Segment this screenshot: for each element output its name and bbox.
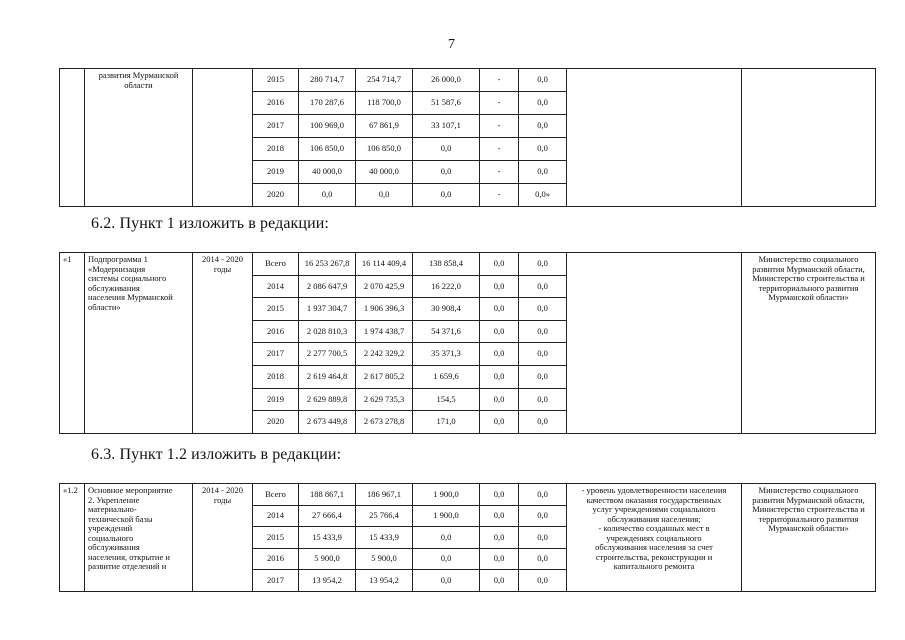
federal-budget-cell: 30 908,4 <box>413 298 480 321</box>
federal-budget-cell: 0,0 <box>413 527 480 549</box>
federal-budget-cell: 0,0 <box>413 570 480 592</box>
other-sources-cell: 0,0 <box>519 92 567 115</box>
total-cell: 2 086 647,9 <box>299 275 356 298</box>
other-sources-cell: 0,0 <box>519 320 567 343</box>
item-number-cell <box>60 69 85 207</box>
table-row <box>60 253 876 276</box>
budget-table-continuation <box>59 68 876 207</box>
total-cell: 2 629 889,8 <box>299 388 356 411</box>
total-cell: 16 253 267,8 <box>299 253 356 276</box>
year-cell: 2015 <box>253 527 299 549</box>
federal-budget-cell: 35 371,3 <box>413 343 480 366</box>
local-budget-cell: 0,0 <box>480 275 519 298</box>
regional-budget-cell: 15 433,9 <box>356 527 413 549</box>
local-budget-cell: 0,0 <box>480 365 519 388</box>
local-budget-cell: 0,0 <box>480 570 519 592</box>
federal-budget-cell: 33 107,1 <box>413 115 480 138</box>
regional-budget-cell: 2 070 425,9 <box>356 275 413 298</box>
other-sources-cell: 0,0 <box>519 275 567 298</box>
local-budget-cell: 0,0 <box>480 505 519 527</box>
other-sources-cell: 0,0 <box>519 69 567 92</box>
local-budget-cell: 0,0 <box>480 320 519 343</box>
regional-budget-cell: 16 114 409,4 <box>356 253 413 276</box>
local-budget-cell: - <box>480 184 519 207</box>
executor-cell: Министерство социального развития Мурманской области, Министерство строительства и территориального развития Мурманской области» <box>742 253 876 434</box>
total-cell: 2 028 810,3 <box>299 320 356 343</box>
regional-budget-cell: 1 974 438,7 <box>356 320 413 343</box>
item-name-cell: Подпрограмма 1 «Модернизация системы социального обслуживания населения Мурманской области» <box>85 253 193 434</box>
measure-1-2-table <box>59 483 876 592</box>
year-cell: 2017 <box>253 343 299 366</box>
total-cell: 1 937 304,7 <box>299 298 356 321</box>
table-row <box>60 69 876 92</box>
local-budget-cell: 0,0 <box>480 548 519 570</box>
total-cell: 280 714,7 <box>299 69 356 92</box>
federal-budget-cell: 0,0 <box>413 138 480 161</box>
year-cell: Всего <box>253 484 299 506</box>
year-cell: Всего <box>253 253 299 276</box>
total-cell: 5 900,0 <box>299 548 356 570</box>
indicators-cell: - уровень удовлетворенности населения качеством оказания государственных услуг учреждениями социального обслуживания населения; - количество созданных мест в учреждениях социального обслуживания населения за счет строительства, реконструкции и капитального ремонта <box>567 484 742 592</box>
regional-budget-cell: 1 906 396,3 <box>356 298 413 321</box>
item-name-cell: развития Мурманской области <box>85 69 193 207</box>
year-cell: 2019 <box>253 161 299 184</box>
year-cell: 2017 <box>253 570 299 592</box>
regional-budget-cell: 13 954,2 <box>356 570 413 592</box>
local-budget-cell: - <box>480 161 519 184</box>
federal-budget-cell: 1 900,0 <box>413 484 480 506</box>
period-cell <box>193 69 253 207</box>
other-sources-cell: 0,0 <box>519 365 567 388</box>
federal-budget-cell: 51 587,6 <box>413 92 480 115</box>
year-cell: 2015 <box>253 298 299 321</box>
table-row <box>60 484 876 506</box>
year-cell: 2016 <box>253 320 299 343</box>
federal-budget-cell: 0,0 <box>413 184 480 207</box>
other-sources-cell: 0,0 <box>519 343 567 366</box>
local-budget-cell: - <box>480 138 519 161</box>
year-cell: 2015 <box>253 69 299 92</box>
regional-budget-cell: 0,0 <box>356 184 413 207</box>
regional-budget-cell: 67 861,9 <box>356 115 413 138</box>
local-budget-cell: 0,0 <box>480 388 519 411</box>
other-sources-cell: 0,0 <box>519 505 567 527</box>
other-sources-cell: 0,0 <box>519 115 567 138</box>
page-number: 7 <box>448 37 455 52</box>
federal-budget-cell: 0,0 <box>413 161 480 184</box>
other-sources-cell: 0,0 <box>519 138 567 161</box>
total-cell: 15 433,9 <box>299 527 356 549</box>
total-cell: 40 000,0 <box>299 161 356 184</box>
period-cell: 2014 - 2020 годы <box>193 484 253 592</box>
other-sources-cell: 0,0 <box>519 484 567 506</box>
federal-budget-cell: 1 900,0 <box>413 505 480 527</box>
local-budget-cell: 0,0 <box>480 253 519 276</box>
other-sources-cell: 0,0 <box>519 161 567 184</box>
total-cell: 2 619 464,8 <box>299 365 356 388</box>
federal-budget-cell: 54 371,6 <box>413 320 480 343</box>
local-budget-cell: - <box>480 115 519 138</box>
year-cell: 2017 <box>253 115 299 138</box>
regional-budget-cell: 254 714,7 <box>356 69 413 92</box>
regional-budget-cell: 186 967,1 <box>356 484 413 506</box>
year-cell: 2014 <box>253 505 299 527</box>
federal-budget-cell: 16 222,0 <box>413 275 480 298</box>
year-cell: 2019 <box>253 388 299 411</box>
executor-cell <box>742 69 876 207</box>
regional-budget-cell: 2 617 805,2 <box>356 365 413 388</box>
year-cell: 2014 <box>253 275 299 298</box>
item-number-cell: «1 <box>60 253 85 434</box>
total-cell: 170 287,6 <box>299 92 356 115</box>
regional-budget-cell: 2 629 735,3 <box>356 388 413 411</box>
local-budget-cell: 0,0 <box>480 343 519 366</box>
year-cell: 2020 <box>253 184 299 207</box>
other-sources-cell: 0,0 <box>519 411 567 434</box>
federal-budget-cell: 26 000,0 <box>413 69 480 92</box>
federal-budget-cell: 154,5 <box>413 388 480 411</box>
regional-budget-cell: 2 242 329,2 <box>356 343 413 366</box>
local-budget-cell: 0,0 <box>480 411 519 434</box>
regional-budget-cell: 118 700,0 <box>356 92 413 115</box>
year-cell: 2016 <box>253 548 299 570</box>
total-cell: 2 277 700,5 <box>299 343 356 366</box>
regional-budget-cell: 106 850,0 <box>356 138 413 161</box>
year-cell: 2020 <box>253 411 299 434</box>
item-name-cell: Основное мероприятие 2. Укрепление материально- технической базы учреждений социального обслуживания населения, открытие и развитие отделений и <box>85 484 193 592</box>
federal-budget-cell: 138 858,4 <box>413 253 480 276</box>
regional-budget-cell: 2 673 278,8 <box>356 411 413 434</box>
federal-budget-cell: 171,0 <box>413 411 480 434</box>
period-cell: 2014 - 2020 годы <box>193 253 253 434</box>
total-cell: 100 969,0 <box>299 115 356 138</box>
local-budget-cell: 0,0 <box>480 484 519 506</box>
total-cell: 2 673 449,8 <box>299 411 356 434</box>
local-budget-cell: - <box>480 69 519 92</box>
indicators-cell <box>567 253 742 434</box>
total-cell: 27 666,4 <box>299 505 356 527</box>
federal-budget-cell: 0,0 <box>413 548 480 570</box>
year-cell: 2016 <box>253 92 299 115</box>
year-cell: 2018 <box>253 138 299 161</box>
total-cell: 13 954,2 <box>299 570 356 592</box>
indicators-cell <box>567 69 742 207</box>
other-sources-cell: 0,0 <box>519 570 567 592</box>
other-sources-cell: 0,0» <box>519 184 567 207</box>
other-sources-cell: 0,0 <box>519 253 567 276</box>
section-heading-6-2: 6.2. Пункт 1 изложить в редакции: <box>91 215 329 232</box>
executor-cell: Министерство социального развития Мурманской области, Министерство строительства и территориального развития Мурманской области» <box>742 484 876 592</box>
local-budget-cell: - <box>480 92 519 115</box>
other-sources-cell: 0,0 <box>519 388 567 411</box>
federal-budget-cell: 1 659,6 <box>413 365 480 388</box>
subprogram-1-table <box>59 252 876 434</box>
regional-budget-cell: 5 900,0 <box>356 548 413 570</box>
total-cell: 188 867,1 <box>299 484 356 506</box>
other-sources-cell: 0,0 <box>519 298 567 321</box>
total-cell: 106 850,0 <box>299 138 356 161</box>
regional-budget-cell: 40 000,0 <box>356 161 413 184</box>
local-budget-cell: 0,0 <box>480 527 519 549</box>
year-cell: 2018 <box>253 365 299 388</box>
item-number-cell: «1.2 <box>60 484 85 592</box>
local-budget-cell: 0,0 <box>480 298 519 321</box>
other-sources-cell: 0,0 <box>519 527 567 549</box>
section-heading-6-3: 6.3. Пункт 1.2 изложить в редакции: <box>91 446 342 463</box>
regional-budget-cell: 25 766,4 <box>356 505 413 527</box>
total-cell: 0,0 <box>299 184 356 207</box>
other-sources-cell: 0,0 <box>519 548 567 570</box>
